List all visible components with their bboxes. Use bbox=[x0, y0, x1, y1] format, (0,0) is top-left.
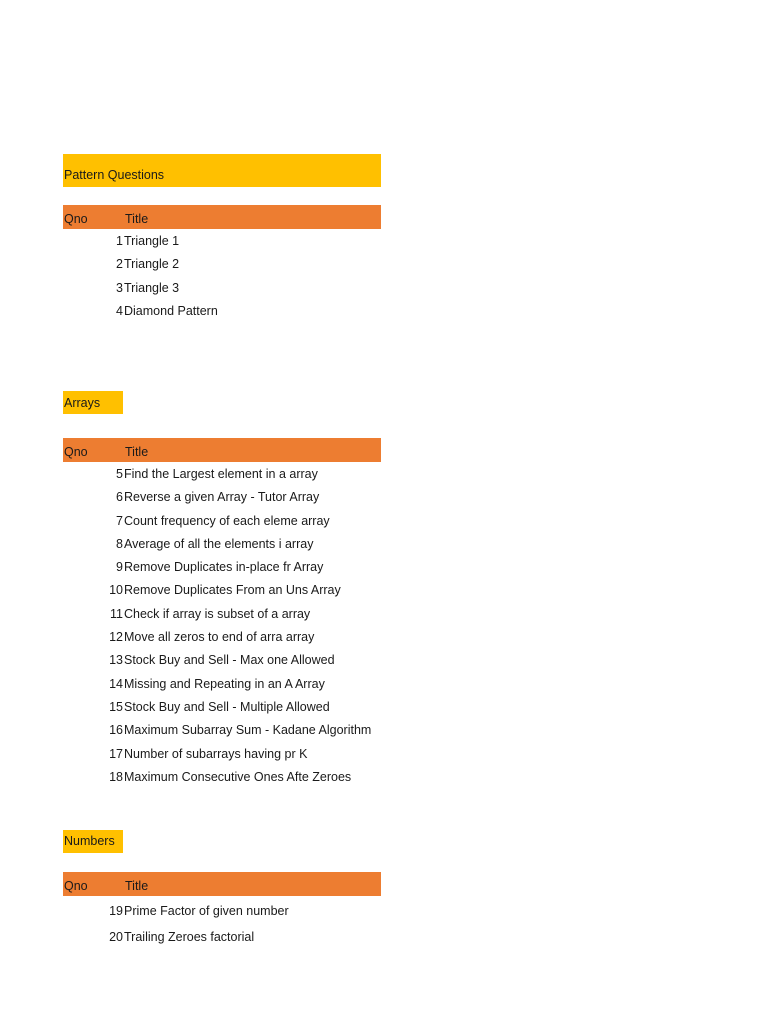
table-row[interactable] bbox=[63, 579, 393, 602]
row-qno: 9 bbox=[116, 560, 123, 575]
row-title: Prime Factor of given number bbox=[124, 904, 289, 918]
table-row[interactable] bbox=[63, 626, 393, 649]
row-qno: 13 bbox=[109, 653, 123, 668]
table-row[interactable] bbox=[63, 300, 393, 323]
table-row[interactable] bbox=[63, 649, 393, 672]
table-row[interactable] bbox=[63, 277, 393, 300]
table-row[interactable] bbox=[63, 719, 393, 742]
row-qno: 14 bbox=[109, 676, 123, 691]
row-title: Maximum Consecutive Ones Afte Zeroes bbox=[124, 769, 352, 784]
section-title-label: Arrays bbox=[64, 395, 101, 410]
section-title-pattern-questions[interactable] bbox=[63, 154, 381, 187]
section-title-numbers[interactable] bbox=[63, 830, 123, 853]
section-title-label: Numbers bbox=[64, 834, 115, 848]
header-title: Title bbox=[125, 879, 149, 893]
table-row[interactable] bbox=[63, 696, 393, 719]
row-title: Stock Buy and Sell - Max one Allowed bbox=[124, 653, 335, 668]
row-qno: 15 bbox=[109, 699, 123, 714]
table-row[interactable] bbox=[63, 743, 393, 766]
row-title: Remove Duplicates in-place fr Array bbox=[124, 560, 324, 575]
row-qno: 19 bbox=[109, 904, 123, 918]
section-title-label: Pattern Questions bbox=[64, 168, 165, 182]
row-title: Remove Duplicates From an Uns Array bbox=[124, 583, 341, 598]
row-title: Triangle 1 bbox=[124, 234, 180, 248]
row-title: Missing and Repeating in an A Array bbox=[124, 676, 325, 691]
row-title: Number of subarrays having pr K bbox=[124, 746, 308, 761]
row-qno: 17 bbox=[109, 746, 123, 761]
header-title: Title bbox=[125, 445, 149, 459]
numbers-list bbox=[63, 898, 393, 950]
table-row[interactable] bbox=[63, 533, 393, 556]
row-qno: 1 bbox=[116, 234, 123, 248]
table-row[interactable] bbox=[63, 486, 393, 509]
table-header-row[interactable] bbox=[63, 438, 381, 462]
row-qno: 11 bbox=[110, 606, 123, 621]
row-title: Maximum Subarray Sum - Kadane Algorithm bbox=[124, 723, 372, 738]
row-title: Reverse a given Array - Tutor Array bbox=[124, 490, 320, 505]
table-row[interactable] bbox=[63, 253, 393, 276]
row-title: Triangle 2 bbox=[124, 257, 180, 272]
row-qno: 16 bbox=[109, 723, 123, 738]
section-title-arrays[interactable] bbox=[63, 391, 123, 414]
pattern-questions-list bbox=[63, 230, 393, 323]
row-title: Diamond Pattern bbox=[124, 303, 218, 318]
table-row[interactable] bbox=[63, 230, 393, 253]
table-header-row[interactable] bbox=[63, 872, 381, 896]
table-row[interactable] bbox=[63, 898, 393, 924]
table-row[interactable] bbox=[63, 603, 393, 626]
row-title: Triangle 3 bbox=[124, 280, 180, 295]
row-title: Count frequency of each eleme array bbox=[124, 513, 330, 528]
header-qno: Qno bbox=[64, 879, 88, 893]
row-qno: 6 bbox=[116, 490, 123, 505]
row-title: Move all zeros to end of arra array bbox=[124, 630, 315, 645]
table-row[interactable] bbox=[63, 463, 393, 486]
header-title: Title bbox=[125, 212, 149, 226]
row-qno: 3 bbox=[116, 280, 123, 295]
row-title: Average of all the elements i array bbox=[124, 536, 314, 551]
table-row[interactable] bbox=[63, 556, 393, 579]
row-title: Stock Buy and Sell - Multiple Allowed bbox=[124, 699, 330, 714]
header-qno: Qno bbox=[64, 445, 88, 459]
row-qno: 10 bbox=[109, 583, 123, 598]
table-row[interactable] bbox=[63, 924, 393, 950]
row-qno: 8 bbox=[116, 536, 123, 551]
row-title: Check if array is subset of a array bbox=[124, 606, 311, 621]
row-title: Find the Largest element in a array bbox=[124, 467, 318, 481]
row-qno: 4 bbox=[116, 303, 123, 318]
row-qno: 5 bbox=[116, 467, 123, 481]
table-row[interactable] bbox=[63, 510, 393, 533]
row-qno: 20 bbox=[109, 930, 123, 944]
table-header-row[interactable] bbox=[63, 205, 381, 229]
row-qno: 7 bbox=[116, 513, 123, 528]
table-row[interactable] bbox=[63, 673, 393, 696]
table-row[interactable] bbox=[63, 766, 393, 789]
arrays-list bbox=[63, 463, 393, 789]
header-qno: Qno bbox=[64, 212, 88, 226]
row-qno: 18 bbox=[109, 769, 123, 784]
row-qno: 12 bbox=[109, 630, 123, 645]
row-title: Trailing Zeroes factorial bbox=[124, 930, 255, 944]
row-qno: 2 bbox=[116, 257, 123, 272]
